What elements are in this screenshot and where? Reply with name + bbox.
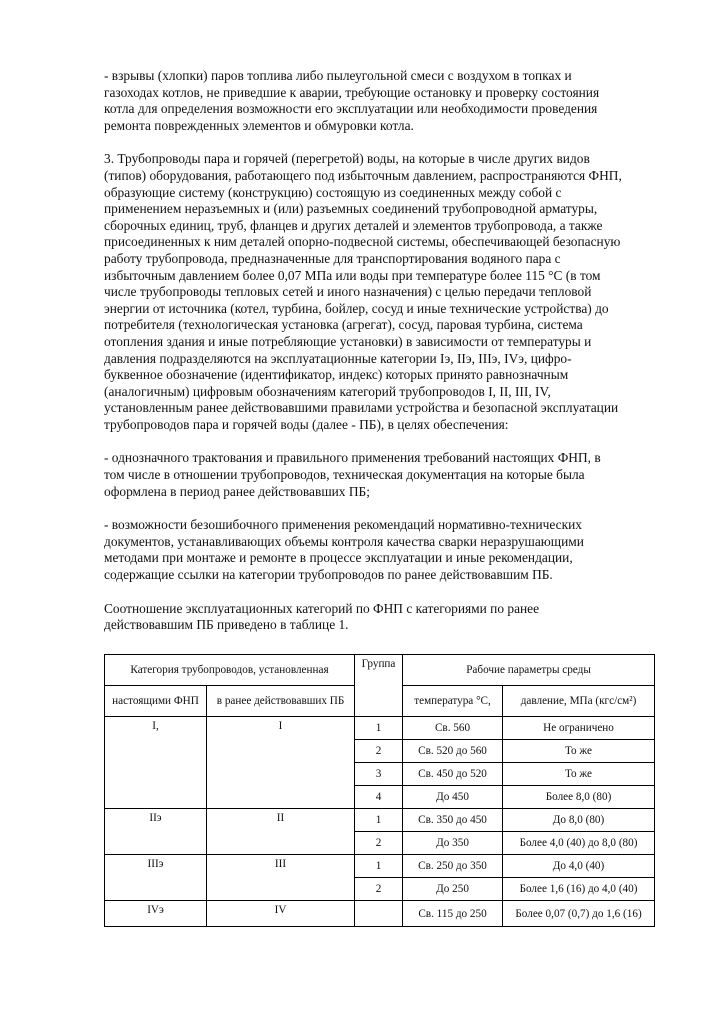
cell-group: 4 xyxy=(355,786,403,809)
cell-pressure: Более 4,0 (40) до 8,0 (80) xyxy=(503,832,655,855)
cell-group: 2 xyxy=(355,878,403,901)
cell-pb: I xyxy=(207,717,355,809)
cell-fnp: IIэ xyxy=(105,809,207,855)
cell-temperature: До 350 xyxy=(403,832,503,855)
cell-pressure: До 8,0 (80) xyxy=(503,809,655,832)
subheader-pb: в ранее действовавших ПБ xyxy=(207,686,355,717)
cell-pressure: Более 1,6 (16) до 4,0 (40) xyxy=(503,878,655,901)
subheader-fnp: настоящими ФНП xyxy=(105,686,207,717)
cell-pb: II xyxy=(207,809,355,855)
cell-group: 2 xyxy=(355,832,403,855)
cell-fnp: IVэ xyxy=(105,901,207,927)
cell-group: 3 xyxy=(355,763,403,786)
cell-pressure: То же xyxy=(503,740,655,763)
cell-pb: III xyxy=(207,855,355,901)
cell-fnp: I, xyxy=(105,717,207,809)
cell-fnp: IIIэ xyxy=(105,855,207,901)
cell-group: 1 xyxy=(355,809,403,832)
cell-temperature: До 250 xyxy=(403,878,503,901)
cell-temperature: Св. 450 до 520 xyxy=(403,763,503,786)
cell-temperature: Св. 250 до 350 xyxy=(403,855,503,878)
table-row xyxy=(105,717,655,740)
subheader-temperature: температура °С, xyxy=(403,686,503,717)
cell-temperature: Св. 115 до 250 xyxy=(403,901,503,927)
document-body xyxy=(104,68,652,634)
header-group: Группа xyxy=(355,655,403,717)
paragraph-item-3: 3. Трубопроводы пара и горячей (перегретой) воды, на которые в числе других видов (типов) оборудования, работающего под избыточным давлением, распространяются ФНП, образующие систему (конструкцию) состоящую из соединенных между собой с применением неразъемных и (или) разъемных соединений трубопроводной арматуры, сборочных единиц, труб, фланцев и других деталей и элементов трубопровода, а также присоединенных к ним деталей опорно-подвесной системы, обеспечивающей безопасную работу трубопровода, предназначенные для транспортирования водяного пара с избыточным давлением более 0,07 МПа или воды при температуре более 115 °С (в том числе трубопроводы тепловых сетей и иного назначения) с целью передачи тепловой энергии от источника (котел, турбина, бойлер, сосуд и иные технические устройства) до потребителя (технологическая установка (агрегат), сосуд, паровая турбина, система отопления здания и иные потребляющие установки) в зависимости от температуры и давления подразделяются на эксплуатационные категории Iэ, IIэ, IIIэ, IVэ, цифро- буквенное обозначение (идентификатор, индекс) которых принято равнозначным (аналогичным) цифровым обозначениям категорий трубопроводов I, II, III, IV, установленным ранее действовавшими правилами устройства и безопасной эксплуатации трубопроводов пара и горячей воды (далее - ПБ), в целях обеспечения: xyxy=(104,151,622,432)
paragraph-interpretation: - однозначного трактования и правильного применения требований настоящих ФНП, в том числе в отношении трубопроводов, техническая документация на которые была оформлена в период ранее действовавших ПБ; xyxy=(104,450,601,499)
table-row xyxy=(105,809,655,832)
cell-pressure: Не ограничено xyxy=(503,717,655,740)
cell-temperature: Св. 560 xyxy=(403,717,503,740)
paragraph-explosions: - взрывы (хлопки) паров топлива либо пылеугольной смеси с воздухом в топках и газоходах котлов, не приведшие к аварии, требующие остановку и проверку состояния котла для определения возможности его эксплуатации или необходимости проведения ремонта поврежденных элементов и обмуровки котла. xyxy=(104,68,600,133)
subheader-pressure: давление, МПа (кгс/см²) xyxy=(503,686,655,717)
table-row xyxy=(105,855,655,878)
header-category: Категория трубопроводов, установленная xyxy=(105,655,355,686)
paragraph-recommendations: - возможности безошибочного применения рекомендаций нормативно-технических документов, устанавливающих объемы контроля качества сварки неразрушающими методами при монтаже и ремонте в процессе эксплуатации и иные рекомендации, содержащие ссылки на категории трубопроводов по ранее действовавшим ПБ. xyxy=(104,517,584,583)
cell-pb: IV xyxy=(207,901,355,927)
cell-group: 1 xyxy=(355,717,403,740)
cell-group: 2 xyxy=(355,740,403,763)
categories-table xyxy=(104,654,655,927)
header-params: Рабочие параметры среды xyxy=(403,655,655,686)
cell-pressure: Более 0,07 (0,7) до 1,6 (16) xyxy=(503,901,655,927)
table-header-row xyxy=(105,655,655,686)
paragraph-table-intro: Соотношение эксплуатационных категорий по ФНП с категориями по ранее действовавшим ПБ приведено в таблице 1. xyxy=(104,600,540,633)
cell-pressure: Более 8,0 (80) xyxy=(503,786,655,809)
table-row xyxy=(105,901,655,927)
cell-temperature: Св. 350 до 450 xyxy=(403,809,503,832)
cell-group: 1 xyxy=(355,855,403,878)
cell-temperature: Св. 520 до 560 xyxy=(403,740,503,763)
cell-group xyxy=(355,901,403,927)
cell-pressure: То же xyxy=(503,763,655,786)
cell-temperature: До 450 xyxy=(403,786,503,809)
cell-pressure: До 4,0 (40) xyxy=(503,855,655,878)
